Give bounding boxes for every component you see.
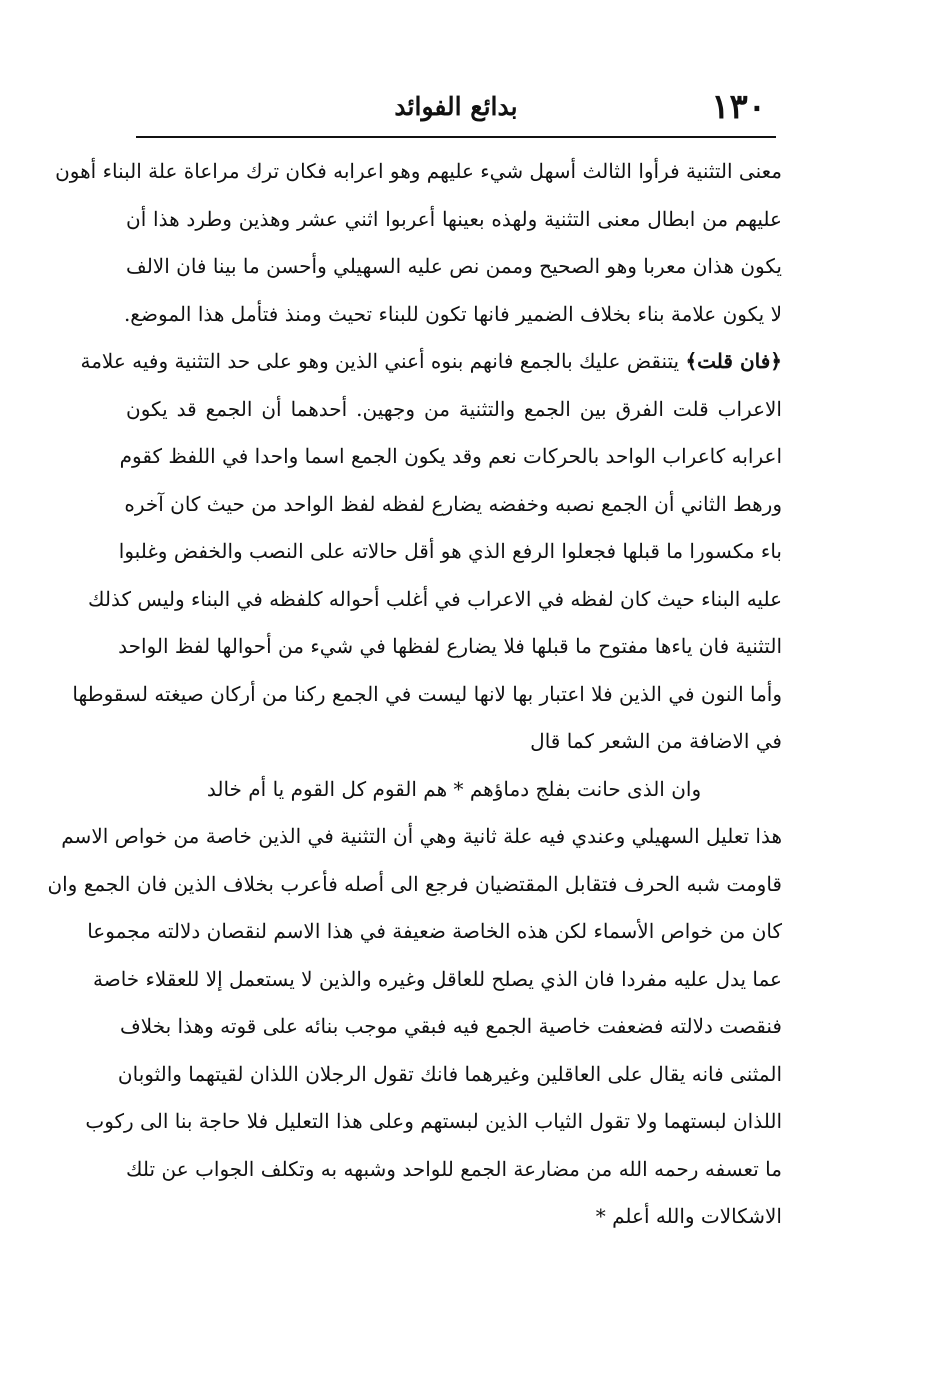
text-line: لا يكون علامة بناء بخلاف الضمير فانها تكون للبناء تحيث ومنذ فتأمل هذا الموضع. bbox=[123, 301, 782, 326]
verse-line: وان الذى حانت بفلج دماؤهم * هم القوم كل القوم يا أم خالد bbox=[206, 776, 702, 801]
text-line: وأما النون في الذين فلا اعتبار بها لانها ليست في الجمع ركنا من أركان صيغته لسقوطها bbox=[72, 681, 782, 706]
text-line: الاعراب قلت الفرق بين الجمع والتثنية من وجهين. أحدهما أن الجمع قد يكون bbox=[126, 396, 782, 421]
text-line: اعرابه كاعراب الواحد بالحركات نعم وقد يكون الجمع اسما واحدا في اللفظ كقوم bbox=[119, 444, 782, 468]
text-line: قاومت شبه الحرف فتقابل المقتضيان فرجع الى أصله فأعرب بخلاف الذين فان الجمع وان bbox=[47, 871, 782, 896]
text-line: في الاضافة من الشعر كما قال bbox=[530, 729, 782, 753]
page-header bbox=[136, 84, 776, 130]
text-line: التثنية فان ياءها مفتوح ما قبلها فلا يضارع لفظها في شيء من أحوالها لفظ الواحد bbox=[118, 634, 782, 658]
text-line: ورهط الثاني أن الجمع نصبه وخفضه يضارع لفظه لفظ الواحد من حيث كان آخره bbox=[124, 491, 782, 516]
header-rule bbox=[136, 136, 776, 138]
text-line: المثنى فانه يقال على العاقلين وغيرهما فانك تقول الرجلان اللذان لقيتهما والثوبان bbox=[117, 1061, 782, 1086]
text-line: عليه البناء حيث كان لفظه في الاعراب في أغلب أحواله كلفظه في البناء وليس كذلك bbox=[88, 586, 782, 611]
lead-label: ﴿فان قلت﴾ bbox=[685, 349, 782, 373]
body-text bbox=[47, 148, 782, 1241]
text-line: فنقصت دلالته فضعفت خاصية الجمع فيه فبقي موجب بنائه على قوته وهذا بخلاف bbox=[120, 1014, 782, 1038]
text-line: عما يدل عليه مفردا فان الذي يصلح للعاقل وغيره والذين لا يستعمل إلا للعقلاء خاصة bbox=[93, 966, 782, 991]
page-number: ١٣٠ bbox=[711, 87, 766, 127]
text-line-with-lead bbox=[80, 338, 782, 386]
text-line: الاشكالات والله أعلم * bbox=[595, 1204, 782, 1228]
text-line-rest: يتنقض عليك بالجمع فانهم بنوه أعني الذين وهو على حد التثنية وفيه علامة bbox=[80, 349, 680, 373]
running-title: بدائع الفوائد bbox=[394, 92, 518, 121]
text-line: باء مكسورا ما قبلها فجعلوا الرفع الذي هو أقل حالاته على النصب والخفض وغلبوا bbox=[118, 539, 782, 563]
text-line: عليهم من ابطال معنى التثنية ولهذه بعينها أعربوا اثني عشر وهذين وطرد هذا أن bbox=[126, 206, 782, 231]
text-line: يكون هذان معربا وهو الصحيح وممن نص عليه السهيلي وأحسن ما بينا فان الالف bbox=[126, 254, 782, 278]
text-line: ما تعسفه رحمه الله من مضارعة الجمع للواحد وشبهه به وتكلف الجواب عن تلك bbox=[126, 1156, 782, 1181]
text-line: هذا تعليل السهيلي وعندي فيه علة ثانية وهي أن التثنية في الذين خاصة من خواص الاسم bbox=[61, 824, 782, 848]
text-line: كان من خواص الأسماء لكن هذه الخاصة ضعيفة في هذا الاسم لنقصان دلالته مجموعا bbox=[87, 919, 782, 943]
text-line: اللذان لبستهما ولا تقول الثياب الذين لبستهم وعلى هذا التعليل فلا حاجة بنا الى ركوب bbox=[85, 1109, 782, 1133]
text-line: معنى التثنية فرأوا الثالث أسهل شيء عليهم وهو اعرابه فكان ترك مراعاة علة البناء أهون bbox=[55, 159, 782, 183]
